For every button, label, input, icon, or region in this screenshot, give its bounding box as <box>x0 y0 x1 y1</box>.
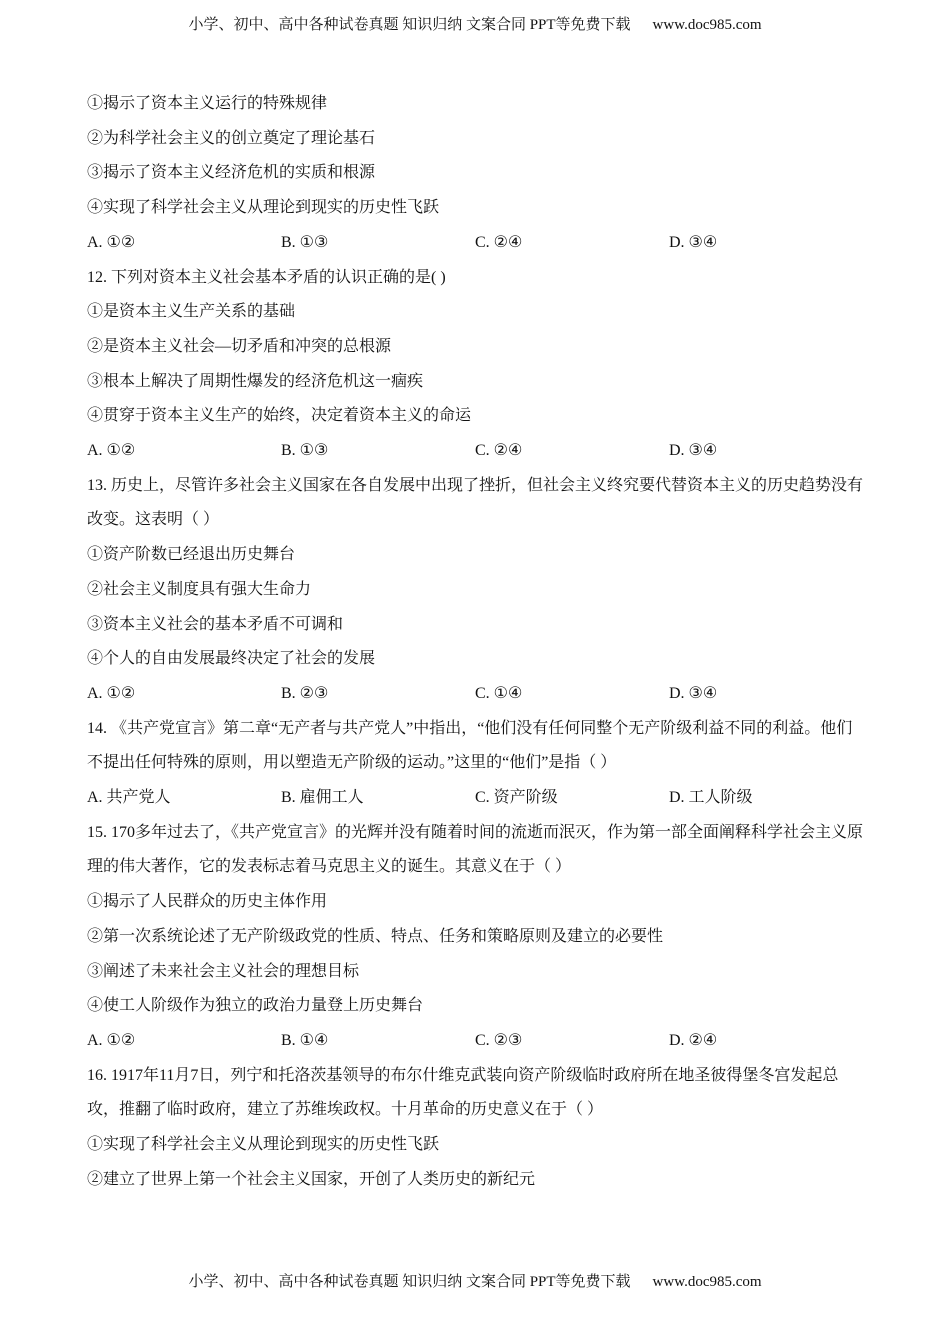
answer-option: C. ②③ <box>475 1031 523 1049</box>
footer-url[interactable]: www.doc985.com <box>652 1274 762 1290</box>
statement-item: ①揭示了人民群众的历史主体作用 <box>87 893 328 911</box>
statement-item: ②社会主义制度具有强大生命力 <box>87 580 312 598</box>
header-text: 小学、初中、高中各种试卷真题 知识归纳 文案合同 PPT等免费下载 <box>188 17 631 33</box>
statement-item: ③阐述了未来社会主义社会的理想目标 <box>87 962 360 980</box>
statement-item: ②建立了世界上第一个社会主义国家，开创了人类历史的新纪元 <box>87 1170 536 1188</box>
answer-option: D. 工人阶级 <box>669 789 753 807</box>
question-stem: 14. 《共产党宣言》第二章“无产者与共产党人”中指出，“他们没有任何同整个无产阶级利益不同的利益。他们不提出任何特殊的原则，用以塑造无产阶级的运动。”这里的“他们”是指（ ） <box>87 719 853 772</box>
answer-options <box>87 434 865 469</box>
answer-option: B. ②③ <box>281 684 329 702</box>
answer-options <box>87 1024 865 1059</box>
statement-item: ④使工人阶级作为独立的政治力量登上历史舞台 <box>87 997 424 1015</box>
answer-option: D. ③④ <box>669 233 718 251</box>
statement-item: ②第一次系统论述了无产阶级政党的性质、特点、任务和策略原则及建立的必要性 <box>87 927 664 945</box>
statement-item: ②为科学社会主义的创立奠定了理论基石 <box>87 129 376 147</box>
statement-item: ①是资本主义生产关系的基础 <box>87 303 296 321</box>
answer-option: A. ①② <box>87 233 136 251</box>
question-stem: 12. 下列对资本主义社会基本矛盾的认识正确的是( ) <box>87 268 446 286</box>
statement-item: ④实现了科学社会主义从理论到现实的历史性飞跃 <box>87 199 440 217</box>
statement-item: ①实现了科学社会主义从理论到现实的历史性飞跃 <box>87 1136 440 1154</box>
question-stem: 15. 170多年过去了，《共产党宣言》的光辉并没有随着时间的流逝而泯灭，作为第一部全面阐释科学社会主义原理的伟大著作，它的发表标志着马克思主义的诞生。其意义在于（ ） <box>87 823 864 876</box>
header-url[interactable]: www.doc985.com <box>652 17 762 33</box>
question-stem: 16. 1917年11月7日，列宁和托洛茨基领导的布尔什维克武装向资产阶级临时政府所在地圣彼得堡冬宫发起总攻，推翻了临时政府，建立了苏维埃政权。十月革命的历史意义在于（ ） <box>87 1066 839 1119</box>
statement-item: ②是资本主义社会—切矛盾和冲突的总根源 <box>87 337 392 355</box>
answer-option: B. ①③ <box>281 442 329 460</box>
answer-option: A. ①② <box>87 684 136 702</box>
answer-option: D. ③④ <box>669 684 718 702</box>
statement-item: ③揭示了资本主义经济危机的实质和根源 <box>87 164 376 182</box>
answer-option: C. 资产阶级 <box>475 789 558 807</box>
page-footer <box>0 1270 950 1291</box>
statement-item: ④贯穿于资本主义生产的始终，决定着资本主义的命运 <box>87 407 472 425</box>
answer-option: D. ②④ <box>669 1031 718 1049</box>
answer-options <box>87 677 865 712</box>
answer-options <box>87 226 865 261</box>
statement-item: ①揭示了资本主义运行的特殊规律 <box>87 95 328 112</box>
statement-item: ①资产阶数已经退出历史舞台 <box>87 546 296 564</box>
footer-text: 小学、初中、高中各种试卷真题 知识归纳 文案合同 PPT等免费下载 <box>188 1274 631 1290</box>
answer-option: B. 雇佣工人 <box>281 789 364 807</box>
statement-item: ④个人的自由发展最终决定了社会的发展 <box>87 650 376 668</box>
answer-option: B. ①③ <box>281 233 329 251</box>
answer-options <box>87 781 865 816</box>
question-stem: 13. 历史上，尽管许多社会主义国家在各自发展中出现了挫折，但社会主义终究要代替资本主义的历史趋势没有改变。这表明（ ） <box>87 476 864 529</box>
page-header <box>0 13 950 34</box>
statement-item: ③根本上解决了周期性爆发的经济危机这一痼疾 <box>87 372 424 390</box>
answer-option: A. ①② <box>87 1031 136 1049</box>
answer-option: C. ②④ <box>475 233 523 251</box>
answer-option: B. ①④ <box>281 1031 329 1049</box>
answer-option: C. ①④ <box>475 684 523 702</box>
answer-option: A. 共产党人 <box>87 789 171 807</box>
answer-option: D. ③④ <box>669 442 718 460</box>
answer-option: A. ①② <box>87 442 136 460</box>
answer-option: C. ②④ <box>475 442 523 460</box>
document-body <box>87 87 865 1198</box>
statement-item: ③资本主义社会的基本矛盾不可调和 <box>87 615 344 633</box>
